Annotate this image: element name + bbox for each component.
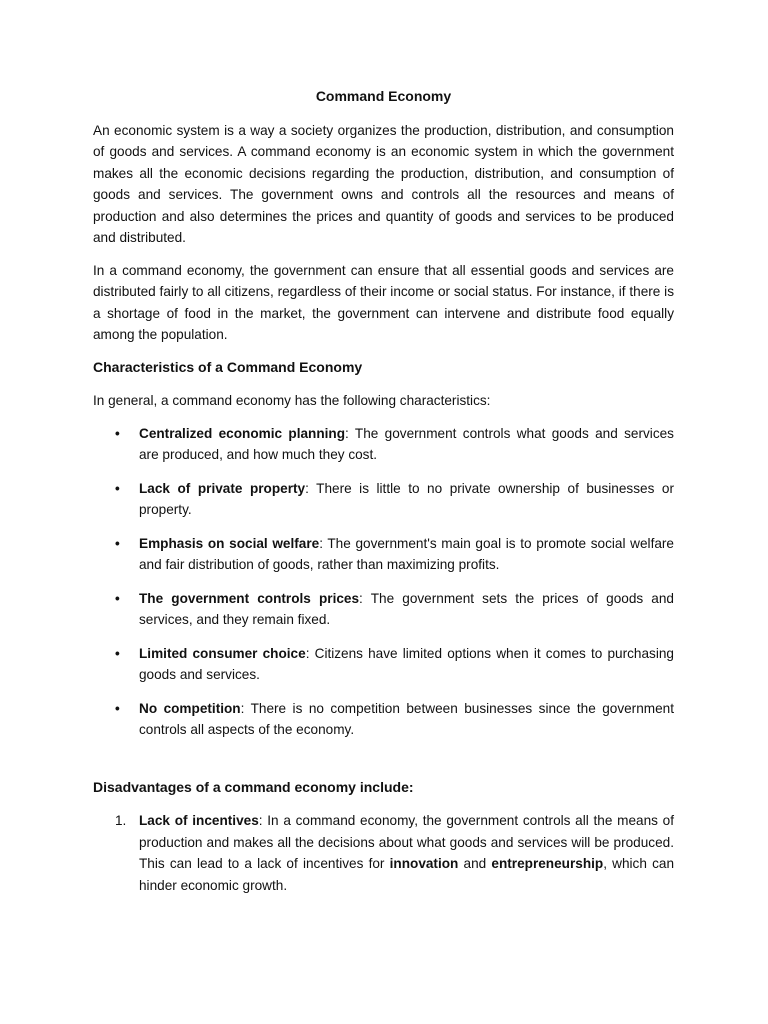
characteristics-heading: Characteristics of a Command Economy xyxy=(93,358,363,375)
item-term: The government controls prices xyxy=(139,590,360,606)
list-item xyxy=(93,698,674,741)
item-text: : The government controls what goods and services are produced, and how much they cost. xyxy=(139,425,674,462)
item-text: , which can hinder economic growth. xyxy=(139,856,675,893)
page-title: Command Economy xyxy=(315,88,452,104)
item-text: : The government sets the prices of goods and services, and they remain fixed. xyxy=(139,590,674,627)
bullet-icon: • xyxy=(115,425,120,441)
item-text: : In a command economy, the government controls all the means of production and makes all the decisions about what goods and services will be produced. This can lead to a lack of incentives for xyxy=(139,813,674,871)
spacer xyxy=(93,753,674,777)
list-item xyxy=(93,588,674,631)
item-text: : The government's main goal is to promote social welfare and fair distribution of goods, rather than maximizing profits. xyxy=(139,535,674,572)
item-term: Emphasis on social welfare xyxy=(139,535,320,551)
bullet-icon: • xyxy=(115,535,120,551)
item-text: and xyxy=(458,856,492,871)
item-term-innovation: innovation xyxy=(389,856,459,871)
item-term: Lack of private property xyxy=(139,480,306,496)
document-page xyxy=(93,86,674,896)
list-item xyxy=(93,478,674,521)
bullet-icon: • xyxy=(115,590,120,606)
item-term: No competition xyxy=(139,700,241,716)
disadvantages-heading: Disadvantages of a command economy include: xyxy=(93,778,414,795)
item-term: Limited consumer choice xyxy=(139,645,306,661)
item-text: : Citizens have limited options when it comes to purchasing goods and services. xyxy=(139,645,674,682)
list-item xyxy=(93,423,674,466)
intro-paragraph-2: In a command economy, the government can ensure that all essential goods and services are distributed fairly to all citizens, regardless of their income or social status. For instance, if there is a shortage of food in the market, the government can intervene and distribute food equally among the population. xyxy=(93,262,674,342)
bullet-icon: • xyxy=(115,480,120,496)
item-term-entrepreneurship: entrepreneurship xyxy=(491,856,604,871)
list-item xyxy=(93,533,674,576)
characteristics-intro: In general, a command economy has the following characteristics: xyxy=(93,393,491,408)
item-text: : There is no competition between businesses since the government controls all aspects of the economy. xyxy=(139,700,674,737)
item-term: Centralized economic planning xyxy=(139,425,346,441)
bullet-icon: • xyxy=(115,700,120,716)
intro-paragraph-1: An economic system is a way a society organizes the production, distribution, and consumption of goods and services. A command economy is an economic system in which the government makes all the economic decisions regarding the production, distribution, and consumption of goods and services. The government owns and controls all the resources and means of production and also determines the prices and quantity of goods and services to be produced and distributed. xyxy=(93,122,674,245)
disadvantages-list xyxy=(93,810,674,896)
bullet-icon: • xyxy=(115,645,120,661)
characteristics-list xyxy=(93,423,674,741)
item-number: 1. xyxy=(115,813,127,828)
list-item xyxy=(93,643,674,686)
item-term: Lack of incentives xyxy=(139,813,259,828)
item-text: : There is little to no private ownership of businesses or property. xyxy=(139,480,674,517)
list-item xyxy=(93,810,674,896)
